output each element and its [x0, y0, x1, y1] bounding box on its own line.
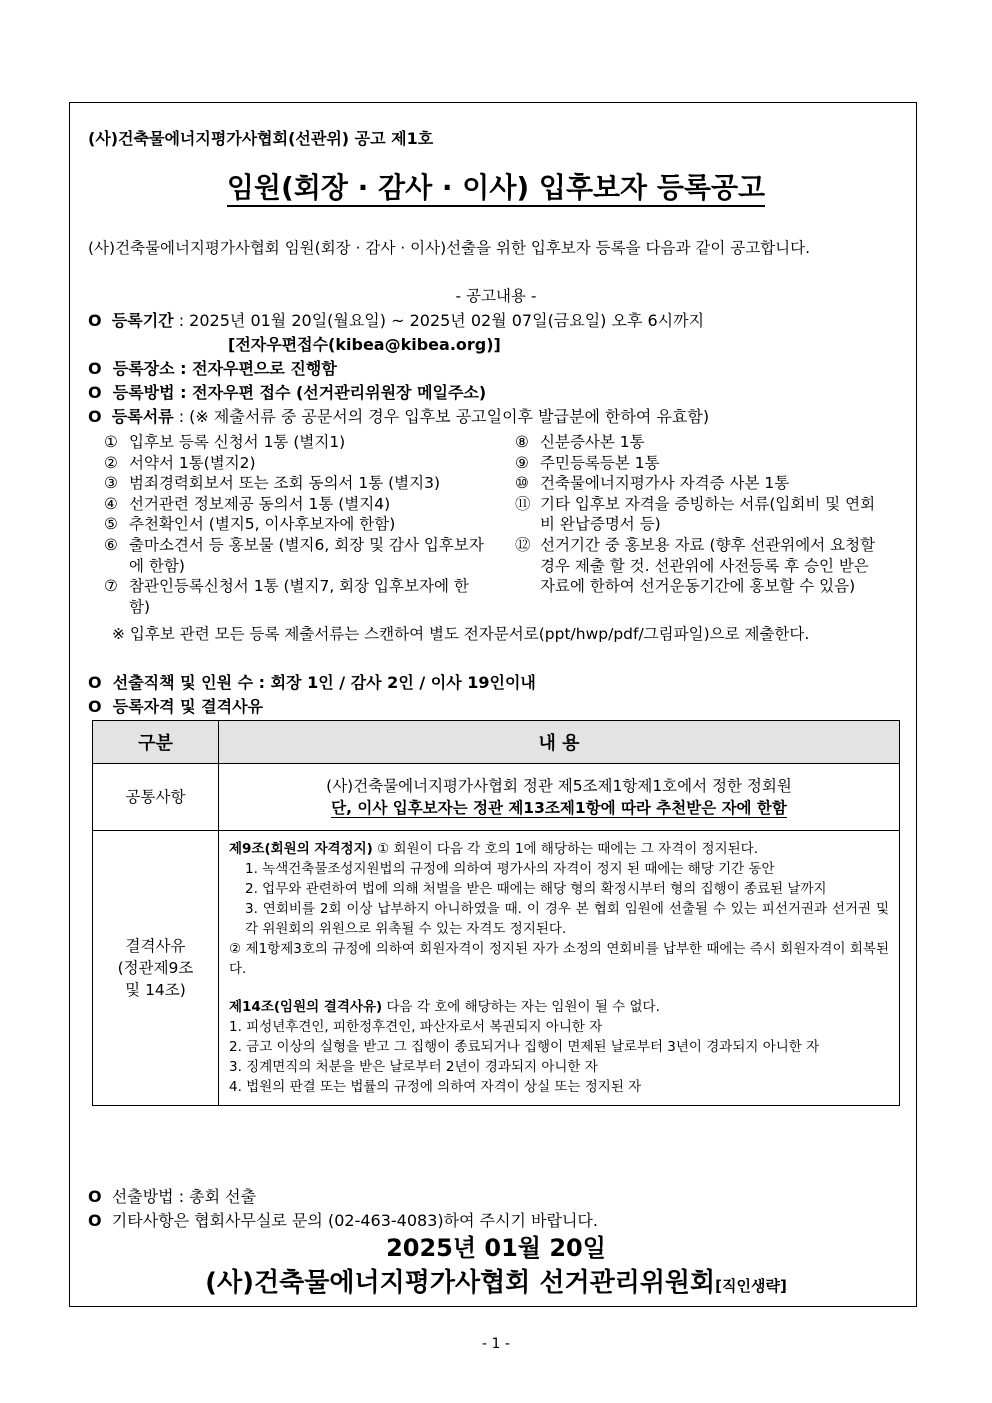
- row-label-common: 공통사항: [93, 764, 219, 831]
- method-line: O 등록방법 : 전자우편 접수 (선거관리위원장 메일주소): [88, 383, 487, 402]
- table-header-row: [93, 721, 900, 764]
- docs-list-right: [515, 432, 883, 597]
- row-content-common: (사)건축물에너지평가사협회 정관 제5조제1항제1호에서 정한 정회원 단, 이사 입후보자는 정관 제13조제1항에 따라 추천받은 자에 한함: [219, 764, 900, 831]
- positions-line: O 선출직책 및 인원 수 : 회장 1인 / 감사 2인 / 이사 19인이내: [88, 673, 536, 692]
- list-item: ⑦ 참관인등록신청서 1통 (별지7, 회장 입후보자에 한함): [104, 577, 469, 616]
- list-item: ⑥ 출마소견서 등 홍보물 (별지6, 회장 및 감사 입후보자에 한함): [104, 535, 484, 575]
- list-item: ⑤ 추천확인서 (별지5, 이사후보자에 한함): [104, 515, 396, 534]
- list-item: ① 입후보 등록 신청서 1통 (별지1): [104, 433, 346, 451]
- list-item: ④ 선거관련 정보제공 동의서 1통 (별지4): [104, 494, 391, 513]
- contact-line: O 기타사항은 협회사무실로 문의 (02-463-4083)하여 주시기 바랍니다.: [88, 1211, 598, 1230]
- page-title: 임원(회장 · 감사 · 이사) 입후보자 등록공고: [0, 166, 992, 206]
- notice-date: 2025년 01월 20일: [386, 1234, 606, 1262]
- page-number: - 1 -: [482, 1336, 510, 1352]
- qualifications-line: O 등록자격 및 결격사유: [88, 697, 263, 716]
- row-label-disqualification: 결격사유 (정관제9조 및 14조): [93, 831, 219, 1106]
- list-item: ⑫ 선거기간 중 홍보용 자료 (향후 선관위에서 요청할 경우 제출 할 것. 선관위에 사전등록 후 승인 받은 자료에 한하여 선거운동기간에 홍보할 수 있음): [515, 535, 876, 596]
- intro-text: (사)건축물에너지평가사협회 임원(회장 · 감사 · 이사)선출을 위한 입후보자 등록을 다음과 같이 공고합니다.: [88, 239, 811, 257]
- docs-line: O 등록서류 : (※ 제출서류 중 공문서의 경우 입후보 공고일이후 발급분에 한하여 유효함): [88, 407, 710, 426]
- signature: (사)건축물에너지평가사협회 선거관리위원회[직인생략]: [205, 1268, 787, 1298]
- place-line: O 등록장소 : 전자우편으로 진행함: [88, 359, 337, 378]
- selection-line: O 선출방법 : 총회 선출: [88, 1187, 257, 1206]
- period-email: [전자우편접수(kibea@kibea.org)]: [228, 335, 501, 354]
- submission-note: ※ 입후보 관련 모든 등록 제출서류는 스캔하여 별도 전자문서로(ppt/hwp/pdf/그림파일)으로 제출한다.: [112, 625, 810, 643]
- list-item: ⑩ 건축물에너지평가사 자격증 사본 1통: [515, 474, 790, 493]
- table-header-content: 내 용: [219, 721, 900, 764]
- docs-list-left: [104, 432, 484, 617]
- notice-number: (사)건축물에너지평가사협회(선관위) 공고 제1호: [88, 129, 434, 148]
- table-row: [93, 764, 900, 831]
- list-item: ⑧ 신분증사본 1통: [515, 433, 645, 451]
- table-row: [93, 831, 900, 1106]
- list-item: ② 서약서 1통(별지2): [104, 453, 256, 472]
- section-title: - 공고내용 -: [455, 287, 537, 305]
- list-item: ③ 범죄경력회보서 또는 조회 동의서 1통 (별지3): [104, 474, 440, 493]
- qualification-table: [92, 720, 900, 1106]
- list-item: ⑪ 기타 입후보 자격을 증빙하는 서류(입회비 및 연회비 완납증명서 등): [515, 494, 876, 534]
- list-item: ⑨ 주민등록등본 1통: [515, 453, 660, 472]
- row-content-disqualification: 제9조(회원의 자격정지) ① 회원이 다음 각 호의 1에 해당하는 때에는 그 자격이 정지된다. 1. 녹색건축물조성지원법의 규정에 의하여 평가사의 자격이 정지 된 때에는 해당 기간 동안 2. 업무와 관련하여 법에 의해 처벌을 받은 때에는 해당 형의 확정시부터 형의 집행이 종료된 날까지 3. 연회비를 2회 이상 납부하지 아니하였을 때. 이 경우 본 협회 임원에 선출될 수 있는 피선거권과 선거권 및 각 위원회의 위원으로 위촉될 수 있는 자격도 정지된다. ② 제1항제3호의 규정에 의하여 회원자격이 정지된 자가 소정의 연회비를 납부한 때에는 즉시 회원자격이 회복된다. 제14조(임원의 결격사유) 다음 각 호에 해당하는 자는 임원이 될 수 없다. 1. 피성년후견인, 피한정후견인, 파산자로서 복권되지 아니한 자 2. 금고 이상의 실형을 받고 그 집행이 종료되거나 집행이 면제된 날로부터 3년이 경과되지 아니한 자 3. 징계면직의 처분을 받은 날로부터 2년이 경과되지 아니한 자 4. 법원의 판결 또는 법률의 규정에 의하여 자격이 상실 또는 정지된 자: [219, 831, 900, 1106]
- table-header-category: 구분: [93, 721, 219, 764]
- period-line: O 등록기간 : 2025년 01월 20일(월요일) ~ 2025년 02월 07일(금요일) 오후 6시까지: [88, 311, 705, 330]
